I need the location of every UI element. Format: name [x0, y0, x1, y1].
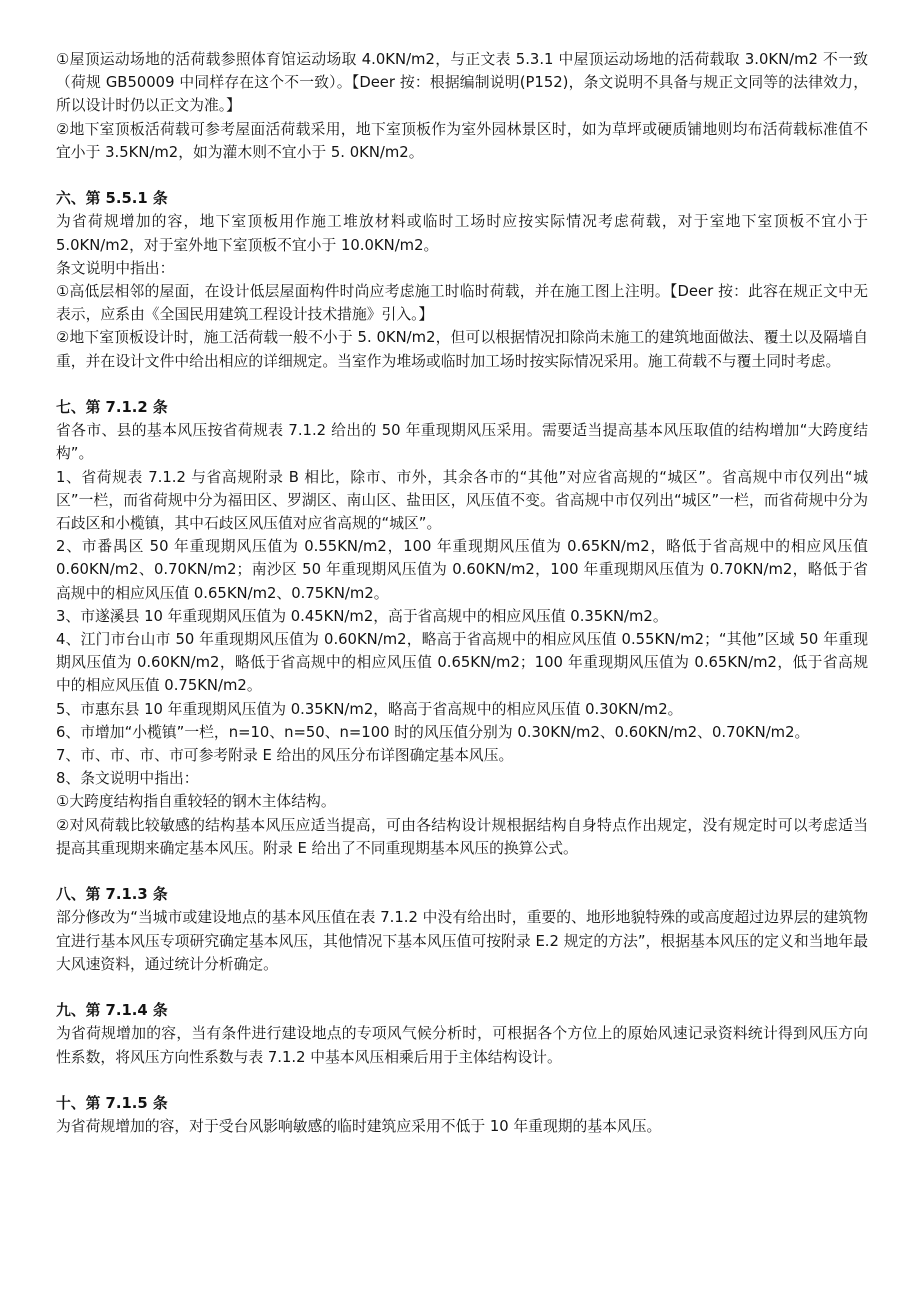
document-page: [56, 48, 868, 1138]
section-10: [56, 1092, 868, 1138]
section-heading: 七、第 7.1.2 条: [56, 399, 168, 417]
section-paragraph: 3、市遂溪县 10 年重现期风压值为 0.45KN/m2，高于省高规中的相应风压值 0.35KN/m2。: [56, 607, 668, 625]
section-spacer: [56, 164, 868, 187]
section-8: [56, 883, 868, 976]
section-paragraph: 部分修改为“当城市或建设地点的基本风压值在表 7.1.2 中没有给出时，重要的、地形地貌特殊的或高度超过边界层的建筑物宜进行基本风压专项研究确定基本风压，其他情况下基本风压值可按附录 E.2 规定的方法”，根据基本风压的定义和当地年最大风速资料，通过统计分析确定。: [56, 909, 868, 973]
section-paragraph: 5、市惠东县 10 年重现期风压值为 0.35KN/m2，略高于省高规中的相应风压值 0.30KN/m2。: [56, 700, 683, 718]
section-paragraph: 2、市番禺区 50 年重现期风压值为 0.55KN/m2，100 年重现期风压值为 0.65KN/m2，略低于省高规中的相应风压值 0.60KN/m2、0.70KN/m2；南沙区 50 年重现期风压值为 0.60KN/m2，100 年重现期风压值为 0.70KN/m2，略低于省高规中的相应风压值 0.65KN/m2、0.75KN/m2。: [56, 538, 868, 602]
section-paragraph: 为省荷规增加的容，地下室顶板用作施工堆放材料或临时工场时应按实际情况考虑荷载，对于室地下室顶板不宜小于 5.0KN/m2，对于室外地下室顶板不宜小于 10.0KN/m2。: [56, 213, 868, 254]
section-heading: 八、第 7.1.3 条: [56, 886, 168, 904]
section-6: [56, 187, 868, 373]
section-paragraph: 4、江门市台山市 50 年重现期风压值为 0.60KN/m2，略高于省高规中的相应风压值 0.55KN/m2；“其他”区域 50 年重现期风压值为 0.60KN/m2，略低于省高规中的相应风压值 0.65KN/m2；100 年重现期风压值为 0.65KN/m2，低于省高规中的相应风压值 0.75KN/m2。: [56, 631, 868, 695]
section-paragraph: 8、条文说明中指出：: [56, 770, 199, 788]
section-spacer: [56, 860, 868, 883]
section-paragraph: ①高低层相邻的屋面，在设计低层屋面构件时尚应考虑施工时临时荷载，并在施工图上注明。【Deer 按：此容在规正文中无表示，应系由《全国民用建筑工程设计技术措施》引入。】: [56, 283, 868, 324]
section-heading: 六、第 5.5.1 条: [56, 190, 168, 208]
section-paragraph: 6、市增加“小榄镇”一栏，n=10、n=50、n=100 时的风压值分别为 0.30KN/m2、0.60KN/m2、0.70KN/m2。: [56, 723, 810, 741]
section-paragraph: 为省荷规增加的容，对于受台风影响敏感的临时建筑应采用不低于 10 年重现期的基本风压。: [56, 1118, 662, 1136]
section-paragraph: 1、省荷规表 7.1.2 与省高规附录 B 相比，除市、市外，其余各市的“其他”对应省高规的“城区”。省高规中市仅列出“城区”一栏，而省荷规中分为福田区、罗湖区、南山区、盐田区，风压值不变。省高规中市仅列出“城区”一栏，而省荷规中分为石歧区和小榄镇，其中石歧区风压值对应省高规的“城区”。: [56, 468, 868, 533]
section-spacer: [56, 1069, 868, 1092]
section-spacer: [56, 373, 868, 396]
section-paragraph: ①大跨度结构指自重较轻的钢木主体结构。: [56, 793, 336, 811]
section-paragraph: 7、市、市、市、市可参考附录 E 给出的风压分布详图确定基本风压。: [56, 747, 514, 765]
intro-paragraph-2: ②地下室顶板活荷载可参考屋面活荷载采用，地下室顶板作为室外园林景区时，如为草坪或硬质铺地则均布活荷载标准值不宜小于 3.5KN/m2，如为灌木则不宜小于 5. 0KN/m2。: [56, 120, 868, 161]
section-7: [56, 396, 868, 860]
section-spacer: [56, 976, 868, 999]
section-paragraph: 省各市、县的基本风压按省荷规表 7.1.2 给出的 50 年重现期风压采用。需要适当提高基本风压取值的结构增加“大跨度结构”。: [56, 422, 868, 463]
section-paragraph: ②对风荷载比较敏感的结构基本风压应适当提高，可由各结构设计规根据结构自身特点作出规定，没有规定时可以考虑适当提高其重现期来确定基本风压。附录 E 给出了不同重现期基本风压的换算公式。: [56, 816, 868, 857]
intro-paragraph-1: ①屋顶运动场地的活荷载参照体育馆运动场取 4.0KN/m2，与正文表 5.3.1 中屋顶运动场地的活荷载取 3.0KN/m2 不一致（荷规 GB50009 中同样存在这个不一致）。【Deer 按：根据编制说明(P152)，条文说明不具备与规正文同等的法律效力，所以设计时仍以正文为准。】: [56, 51, 868, 115]
section-paragraph: ②地下室顶板设计时，施工活荷载一般不小于 5. 0KN/m2，但可以根据情况扣除尚未施工的建筑地面做法、覆土以及隔墙自重，并在设计文件中给出相应的详细规定。当室作为堆场或临时加工场时按实际情况采用。施工荷载不与覆土同时考虑。: [56, 329, 868, 370]
section-heading: 十、第 7.1.5 条: [56, 1095, 168, 1113]
section-paragraph: 为省荷规增加的容，当有条件进行建设地点的专项风气候分析时，可根据各个方位上的原始风速记录资料统计得到风压方向性系数，将风压方向性系数与表 7.1.2 中基本风压相乘后用于主体结构设计。: [56, 1025, 868, 1066]
section-heading: 九、第 7.1.4 条: [56, 1002, 168, 1020]
section-paragraph: 条文说明中指出：: [56, 259, 175, 277]
section-9: [56, 999, 868, 1069]
